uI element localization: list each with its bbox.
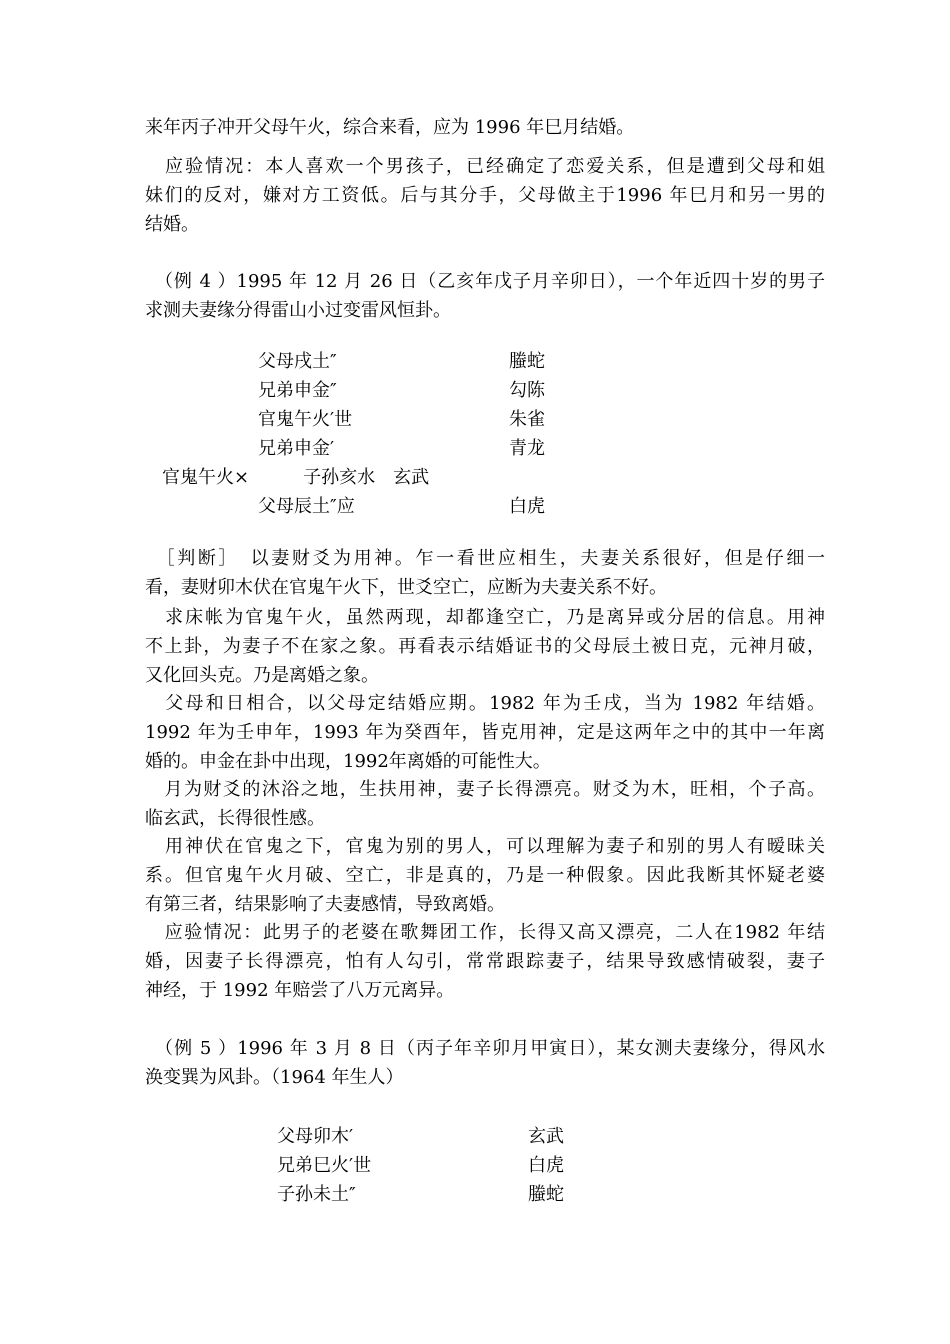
analysis-line: 婚，因妻子长得漂亮，怕有人勾引，常常跟踪妻子，结果导致感情破裂，妻子 [145,951,825,972]
analysis-line: 用神伏在官鬼之下，官鬼为别的男人，可以理解为妻子和别的男人有暧昧关 [145,836,825,857]
hexagram-spirit: 螣蛇 [509,351,545,372]
example4-intro-line: （例 4 ）1995 年 12 月 26 日（乙亥年戊子月辛卯日），一个年近四十岁的男子 [145,271,825,292]
analysis-line: 父母和日相合，以父母定结婚应期。1982 年为壬戌，当为 1982 年结婚。 [145,693,825,714]
hexagram-line: 子孙未土″ [277,1184,356,1205]
analysis-line: 不上卦，为妻子不在家之象。再看表示结婚证书的父母辰土被日克，元神月破， [145,636,825,657]
hexagram-spirit: 白虎 [528,1155,564,1176]
example5-intro-line: （例 5 ）1996 年 3 月 8 日（丙子年辛卯月甲寅日），某女测夫妻缘分，得风水 [145,1038,825,1059]
hexagram-line: 兄弟申金″ [258,380,337,401]
analysis-line: 应验情况：此男子的老婆在歌舞团工作，长得又高又漂亮，二人在1982 年结 [145,922,825,943]
example5-intro-line: 涣变巽为风卦。（1964 年生人） [145,1067,404,1088]
hexagram-spirit: 青龙 [509,438,545,459]
hexagram-line: 父母戌土″ [258,351,337,372]
analysis-line: 1992 年为壬申年，1993 年为癸酉年，皆克用神，定是这两年之中的其中一年离 [145,722,825,743]
analysis-line: 求床帐为官鬼午火，虽然两现，却都逢空亡，乃是离异或分居的信息。用神 [145,607,825,628]
analysis-line: 神经，于 1992 年赔尝了八万元离异。 [145,980,455,1001]
hexagram-line-changing: 官鬼午火× 子孙亥水 玄武 [162,467,430,488]
analysis-line: 看，妻财卯木伏在官鬼午火下，世爻空亡，应断为夫妻关系不好。 [145,577,667,598]
hexagram-spirit: 玄武 [528,1126,564,1147]
hexagram-spirit: 朱雀 [509,409,545,430]
paragraph-line: 结婚。 [145,214,199,235]
hexagram-line: 父母卯木′ [277,1126,354,1147]
hexagram-spirit: 白虎 [509,496,545,517]
example4-intro-line: 求测夫妻缘分得雷山小过变雷风恒卦。 [145,300,451,321]
hexagram-line: 父母辰土″应 [258,496,355,517]
analysis-line: 月为财爻的沐浴之地，生扶用神，妻子长得漂亮。财爻为木，旺相，个子高。 [145,779,825,800]
analysis-line: 有第三者，结果影响了夫妻感情，导致离婚。 [145,894,505,915]
hexagram-line: 兄弟巳火′世 [277,1155,372,1176]
hexagram-line: 官鬼午火′世 [258,409,353,430]
analysis-line: 婚的。申金在卦中出现，1992年离婚的可能性大。 [145,751,551,772]
paragraph-line: 应验情况：本人喜欢一个男孩子，已经确定了恋爱关系，但是遭到父母和姐 [145,156,825,177]
hexagram-spirit: 勾陈 [509,380,545,401]
paragraph-line: 来年丙子冲开父母午火，综合来看，应为 1996 年巳月结婚。 [145,117,635,138]
hexagram-spirit: 螣蛇 [528,1184,564,1205]
analysis-line: 又化回头克。乃是离婚之象。 [145,665,379,686]
analysis-line: ［判断］ 以妻财爻为用神。乍一看世应相生，夫妻关系很好，但是仔细一 [145,548,825,569]
analysis-line: 临玄武，长得很性感。 [145,808,325,829]
paragraph-line: 妹们的反对，嫌对方工资低。后与其分手，父母做主于1996 年巳月和另一男的 [145,185,825,206]
hexagram-line: 兄弟申金′ [258,438,335,459]
analysis-line: 系。但官鬼午火月破、空亡，非是真的，乃是一种假象。因此我断其怀疑老婆 [145,865,825,886]
